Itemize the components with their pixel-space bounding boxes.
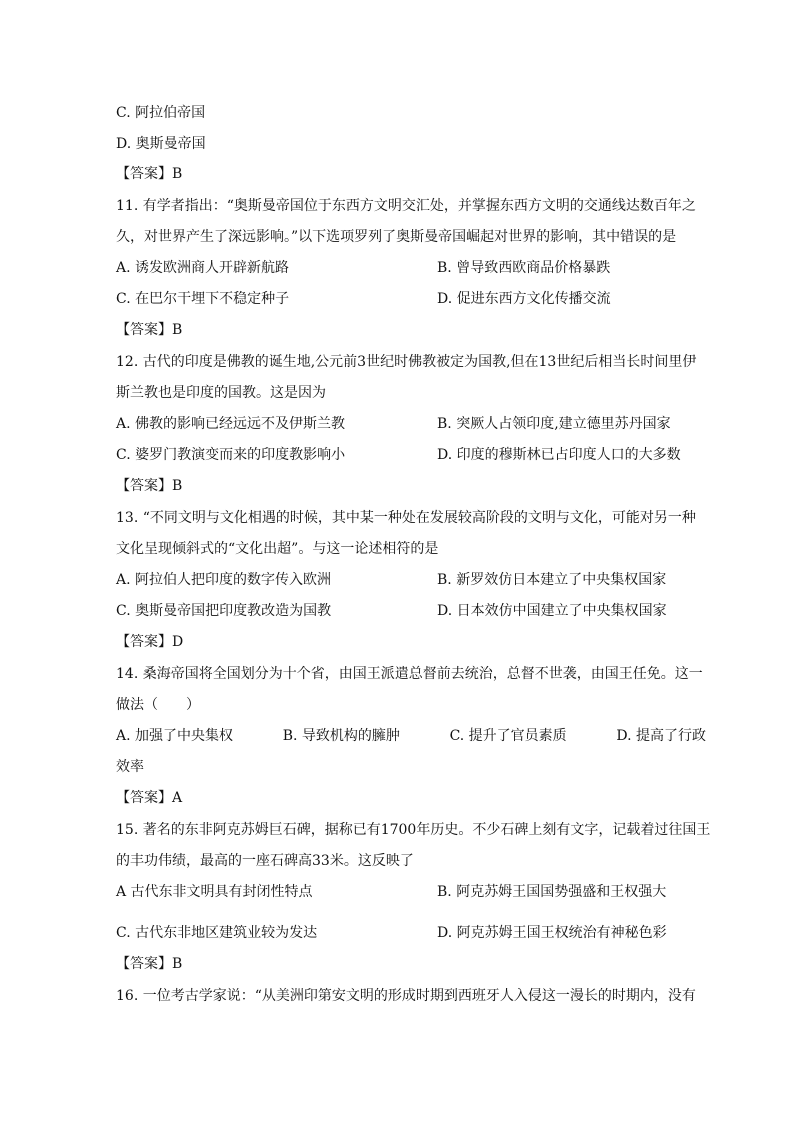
q11-stem-line2: 久，对世界产生了深远影响。”以下选项罗列了奥斯曼帝国崛起对世界的影响，其中错误的是 <box>116 229 677 245</box>
answer-label: 【答案】 <box>116 322 172 338</box>
q13-option-c: C. 奥斯曼帝国把印度教改造为国教 <box>116 603 332 619</box>
q15-option-c: C. 古代东非地区建筑业较为发达 <box>116 925 318 941</box>
q11-option-d: D. 促进东西方文化传播交流 <box>437 291 611 307</box>
q15-answer <box>116 954 182 974</box>
q11-option-a: A. 诱发欧洲商人开辟新航路 <box>116 260 290 276</box>
q14-options-row <box>116 726 706 746</box>
q12-answer <box>116 476 182 496</box>
answer-value: A <box>172 790 183 806</box>
answer-value: B <box>172 166 183 182</box>
q13-stem-line1: 13. “不同文明与文化相遇的时候，其中某一种处在发展较高阶段的文明与文化，可能对另一种 <box>116 510 696 526</box>
q14-option-a: A. 加强了中央集权 <box>116 728 234 744</box>
q12-option-c: C. 婆罗门教演变而来的印度教影响小 <box>116 447 346 463</box>
q11-option-b: B. 曾导致西欧商品价格暴跌 <box>437 260 611 276</box>
q10-option-c: C. 阿拉伯帝国 <box>116 105 206 121</box>
answer-label: 【答案】 <box>116 166 172 182</box>
q14-option-d: D. 提高了行政 <box>616 728 706 744</box>
q13-stem-line2: 文化呈现倾斜式的“文化出超”。与这一论述相符的是 <box>116 541 439 557</box>
answer-value: B <box>172 322 183 338</box>
q15-stem-line1: 15. 著名的东非阿克苏姆巨石碑，据称已有1700年历史。不少石碑上刻有文字，记载着过往国王 <box>116 822 711 838</box>
q11-stem-line1: 11. 有学者指出：“奥斯曼帝国位于东西方文明交汇处，并掌握东西方文明的交通线达数百年之 <box>116 198 696 214</box>
q15-option-a: A 古代东非文明具有封闭性特点 <box>116 884 313 900</box>
q12-option-b: B. 突厥人占领印度,建立德里苏丹国家 <box>437 416 671 432</box>
q14-option-c: C. 提升了官员素质 <box>449 728 567 744</box>
q13-option-d: D. 日本效仿中国建立了中央集权国家 <box>437 603 667 619</box>
q12-option-d: D. 印度的穆斯林已占印度人口的大多数 <box>437 447 681 463</box>
q14-stem-line1: 14. 桑海帝国将全国划分为十个省，由国王派遣总督前去统治，总督不世袭，由国王任免。这一 <box>116 666 703 682</box>
answer-value: B <box>172 956 183 972</box>
q15-option-b: B. 阿克苏姆王国国势强盛和王权强大 <box>437 884 667 900</box>
answer-label: 【答案】 <box>116 790 172 806</box>
q14-stem-line2: 做法（ ） <box>116 697 200 713</box>
answer-label: 【答案】 <box>116 634 172 650</box>
q14-answer <box>116 788 182 808</box>
q14-option-d-continued: 效率 <box>116 759 144 775</box>
q10-option-d: D. 奥斯曼帝国 <box>116 136 206 152</box>
q16-stem-line1: 16. 一位考古学家说：“从美洲印第安文明的形成时期到西班牙人入侵这一漫长的时期内，没有 <box>116 988 696 1004</box>
q13-answer <box>116 632 183 652</box>
q11-option-c: C. 在巴尔干埋下不稳定种子 <box>116 291 290 307</box>
q10-answer <box>116 164 182 184</box>
answer-label: 【答案】 <box>116 478 172 494</box>
q12-stem-line2: 斯兰教也是印度的国教。这是因为 <box>116 385 326 401</box>
q15-stem-line2: 的丰功伟绩，最高的一座石碑高33米。这反映了 <box>116 853 414 869</box>
answer-value: D <box>172 634 184 650</box>
q13-option-a: A. 阿拉伯人把印度的数字传入欧洲 <box>116 572 332 588</box>
q12-option-a: A. 佛教的影响已经远远不及伊斯兰教 <box>116 416 346 432</box>
q11-answer <box>116 320 182 340</box>
q15-option-d: D. 阿克苏姆王国王权统治有神秘色彩 <box>437 925 667 941</box>
q12-stem-line1: 12. 古代的印度是佛教的诞生地,公元前3世纪时佛教被定为国教,但在13世纪后相当长时间里伊 <box>116 354 697 370</box>
q14-option-b: B. 导致机构的臃肿 <box>282 728 400 744</box>
q13-option-b: B. 新罗效仿日本建立了中央集权国家 <box>437 572 667 588</box>
answer-label: 【答案】 <box>116 956 172 972</box>
answer-value: B <box>172 478 183 494</box>
